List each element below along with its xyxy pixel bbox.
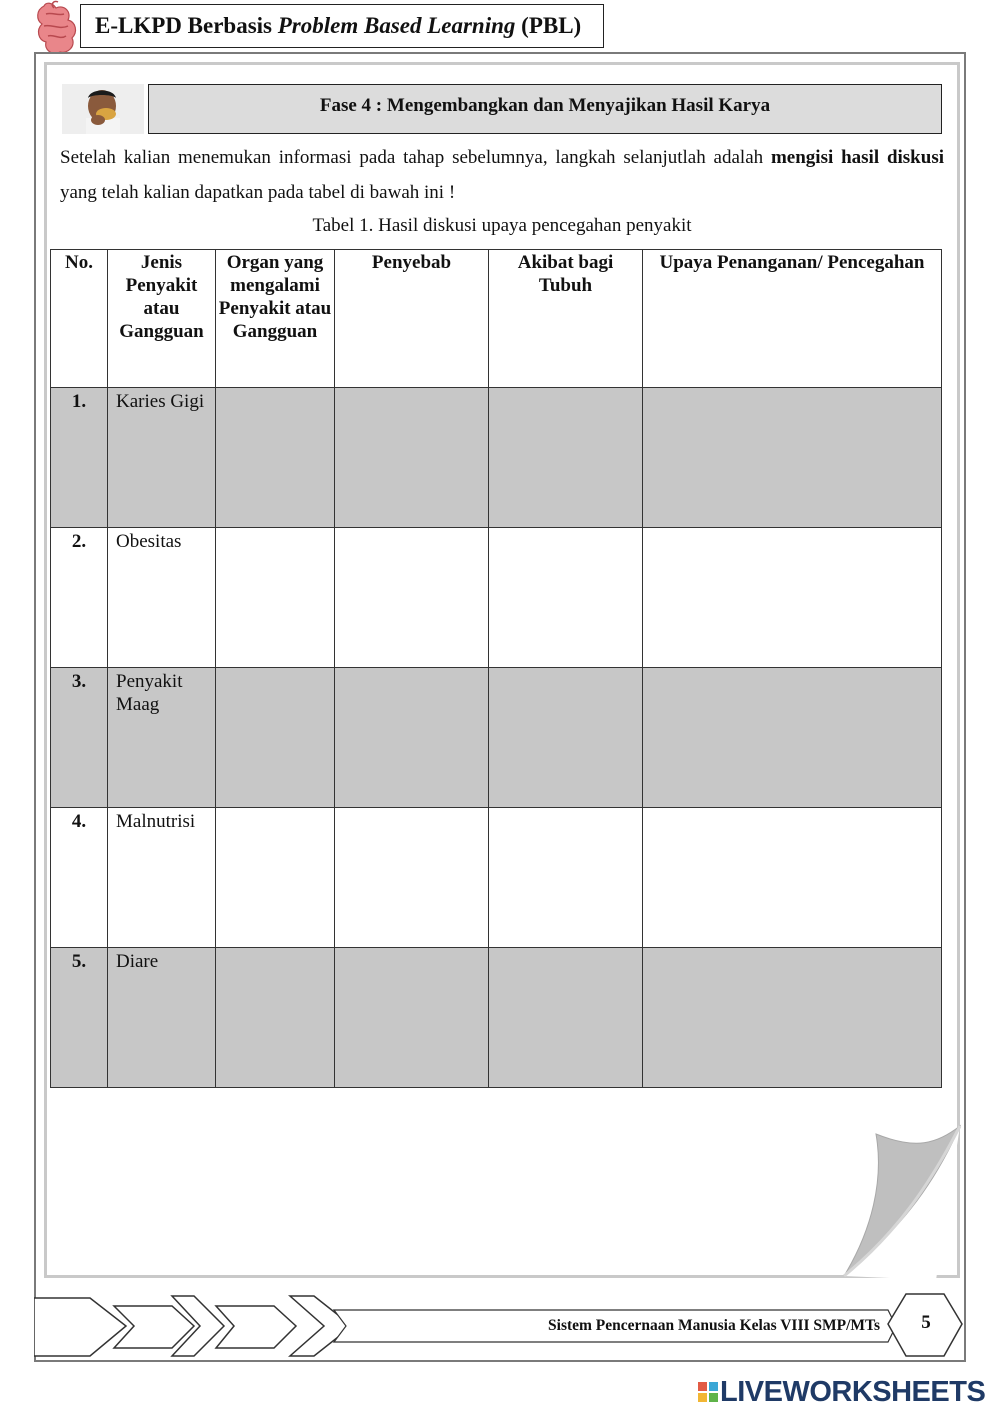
intro-text-before: Setelah kalian menemukan informasi pada tahap sebelumnya, langkah selanjutlah adalah	[60, 147, 771, 168]
penyebab-answer-cell[interactable]	[335, 948, 489, 1088]
header-upaya: Upaya Penanganan/ Pencegahan	[643, 250, 942, 388]
upaya-answer-cell[interactable]	[643, 808, 942, 948]
akibat-answer-cell[interactable]	[489, 388, 643, 528]
discussion-table	[50, 249, 942, 1088]
liveworksheets-logo-icon	[698, 1380, 720, 1406]
penyebab-answer-cell[interactable]	[335, 528, 489, 668]
akibat-answer-cell[interactable]	[489, 668, 643, 808]
worksheet-title	[80, 4, 604, 48]
table-row	[51, 668, 942, 808]
disease-name: Penyakit Maag	[108, 668, 216, 808]
penyebab-answer-cell[interactable]	[335, 808, 489, 948]
table-row	[51, 948, 942, 1088]
table-row	[51, 528, 942, 668]
header-penyebab: Penyebab	[335, 250, 489, 388]
instruction-paragraph	[60, 140, 944, 210]
digestive-system-icon	[34, 0, 78, 58]
upaya-answer-cell[interactable]	[643, 668, 942, 808]
table-header-row	[51, 250, 942, 388]
page-curl-decoration	[836, 1120, 966, 1290]
organ-answer-cell[interactable]	[216, 668, 335, 808]
akibat-answer-cell[interactable]	[489, 528, 643, 668]
page-number: 5	[921, 1312, 931, 1333]
disease-name: Malnutrisi	[108, 808, 216, 948]
header-akibat: Akibat bagi Tubuh	[489, 250, 643, 388]
organ-answer-cell[interactable]	[216, 948, 335, 1088]
disease-name: Obesitas	[108, 528, 216, 668]
organ-answer-cell[interactable]	[216, 808, 335, 948]
akibat-answer-cell[interactable]	[489, 808, 643, 948]
title-italic: Problem Based Learning	[277, 13, 516, 38]
student-eating-illustration	[62, 84, 144, 134]
header-jenis: Jenis Penyakit atau Gangguan	[108, 250, 216, 388]
intro-text-bold: mengisi hasil diskusi	[770, 147, 944, 168]
title-suffix: (PBL)	[515, 13, 582, 38]
student-photo	[62, 84, 144, 134]
upaya-answer-cell[interactable]	[643, 388, 942, 528]
organ-answer-cell[interactable]	[216, 528, 335, 668]
row-number: 1.	[51, 388, 108, 528]
row-number: 4.	[51, 808, 108, 948]
table-caption: Tabel 1. Hasil diskusi upaya pencegahan penyakit	[312, 215, 692, 236]
table-row	[51, 808, 942, 948]
row-number: 5.	[51, 948, 108, 1088]
intro-text-after: yang telah kalian dapatkan pada tabel di bawah ini !	[60, 182, 456, 203]
upaya-answer-cell[interactable]	[643, 948, 942, 1088]
row-number: 2.	[51, 528, 108, 668]
disease-name: Karies Gigi	[108, 388, 216, 528]
upaya-answer-cell[interactable]	[643, 528, 942, 668]
penyebab-answer-cell[interactable]	[335, 388, 489, 528]
header-no: No.	[51, 250, 108, 388]
table-row	[51, 388, 942, 528]
header-organ: Organ yang mengalami Penyakit atau Gangguan	[216, 250, 335, 388]
penyebab-answer-cell[interactable]	[335, 668, 489, 808]
disease-name: Diare	[108, 948, 216, 1088]
akibat-answer-cell[interactable]	[489, 948, 643, 1088]
footer-subject: Sistem Pencernaan Manusia Kelas VIII SMP/MTs	[548, 1317, 880, 1334]
title-prefix: E-LKPD Berbasis	[95, 13, 278, 38]
row-number: 3.	[51, 668, 108, 808]
liveworksheets-watermark: LIVEWORKSHEETS	[720, 1376, 986, 1408]
phase-banner: Fase 4 : Mengembangkan dan Menyajikan Hasil Karya	[148, 84, 942, 134]
organ-answer-cell[interactable]	[216, 388, 335, 528]
